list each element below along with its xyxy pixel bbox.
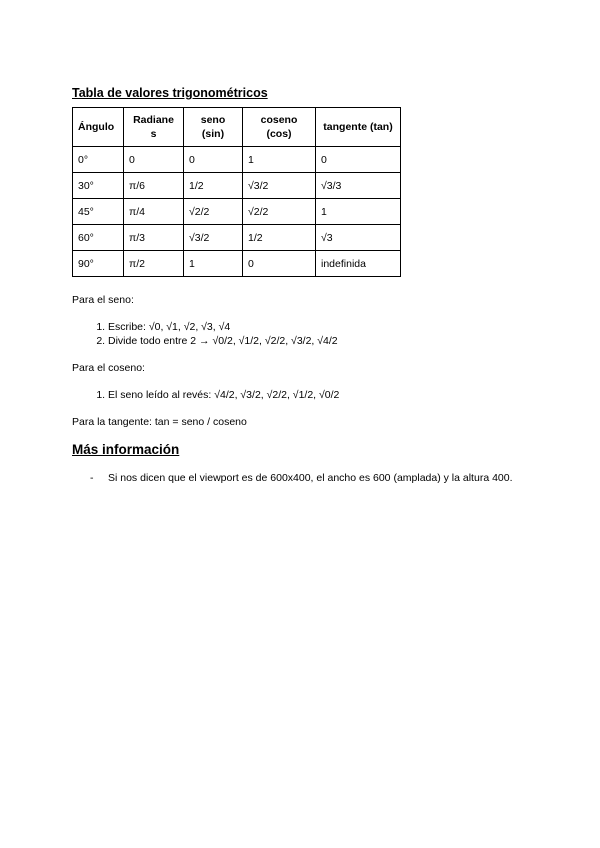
table-cell: 0° <box>73 147 124 173</box>
table-row <box>73 173 401 199</box>
table-cell: π/4 <box>124 199 184 225</box>
seno-heading: Para el seno: <box>72 294 134 306</box>
header-coseno: coseno (cos) <box>243 108 316 147</box>
bullet-item <box>90 471 530 486</box>
table-cell: √2/2 <box>184 199 243 225</box>
table-cell: 0 <box>243 251 316 277</box>
table-cell: √3/2 <box>243 173 316 199</box>
table-row <box>73 225 401 251</box>
list-item: 2. Divide todo entre 2 → √0/2, √1/2, √2/2, √3/2, √4/2 <box>108 334 338 348</box>
header-tangente: tangente (tan) <box>316 108 401 147</box>
table-cell: 1 <box>316 199 401 225</box>
bullet-text: Si nos dicen que el viewport es de 600x400, el ancho es 600 (amplada) y la altura 400. <box>108 472 513 484</box>
table-cell: 90° <box>73 251 124 277</box>
table-row <box>73 251 401 277</box>
header-seno: seno (sin) <box>184 108 243 147</box>
table-cell: 0 <box>124 147 184 173</box>
table-row <box>73 147 401 173</box>
table-cell: √3/2 <box>184 225 243 251</box>
header-angulo: Ángulo <box>73 108 124 147</box>
table-cell: 60° <box>73 225 124 251</box>
list-item: 1. Escribe: √0, √1, √2, √3, √4 <box>108 320 338 334</box>
header-radianes: Radiane s <box>124 108 184 147</box>
seno-list <box>72 320 338 348</box>
table-cell: 1 <box>243 147 316 173</box>
table-row <box>73 199 401 225</box>
table-cell: π/3 <box>124 225 184 251</box>
coseno-heading: Para el coseno: <box>72 362 145 374</box>
document-title: Tabla de valores trigonométricos <box>72 86 268 100</box>
table-cell: 0 <box>316 147 401 173</box>
table-cell: 0 <box>184 147 243 173</box>
tangente-line: Para la tangente: tan = seno / coseno <box>72 416 247 428</box>
bullet-marker: - <box>90 472 94 484</box>
table-cell: 1 <box>184 251 243 277</box>
table-cell: √3/3 <box>316 173 401 199</box>
table-cell: 45° <box>73 199 124 225</box>
list-item: 1. El seno leído al revés: √4/2, √3/2, √2/2, √1/2, √0/2 <box>108 388 339 402</box>
more-info-heading: Más información <box>72 442 180 457</box>
table-cell: π/2 <box>124 251 184 277</box>
trig-table <box>72 107 401 277</box>
table-header-row <box>73 108 401 147</box>
table-cell: indefinida <box>316 251 401 277</box>
table-cell: √2/2 <box>243 199 316 225</box>
table-cell: 1/2 <box>184 173 243 199</box>
table-cell: 1/2 <box>243 225 316 251</box>
table-cell: 30° <box>73 173 124 199</box>
table-cell: π/6 <box>124 173 184 199</box>
coseno-list <box>72 388 339 402</box>
table-cell: √3 <box>316 225 401 251</box>
